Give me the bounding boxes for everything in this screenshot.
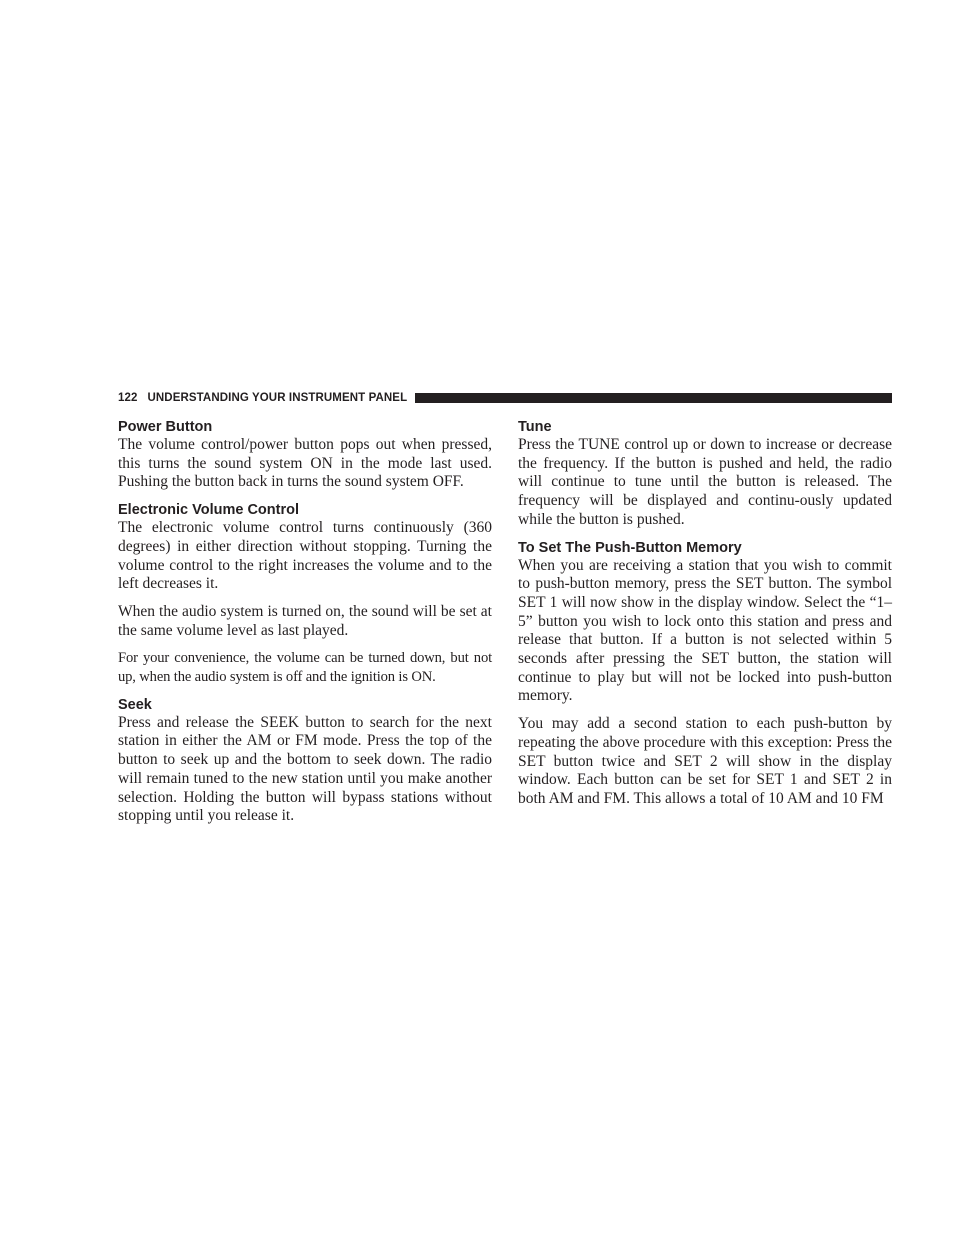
heading-seek: Seek: [118, 696, 152, 713]
section-seek: [118, 696, 492, 826]
heading-push-button-memory: To Set The Push-Button Memory: [518, 539, 742, 556]
page-header: [118, 390, 892, 406]
section-tune: [518, 418, 892, 530]
paragraph-memory-1: When you are receiving a station that you wish to commit to push-button memory, press the SET button. The symbol SET 1 will now show in the display window. Select the “1–5” button you wish to lock onto this station and press and release that button. If a button is not selected within 5 seconds after pressing the SET button, the station will continue to play but will not be locked into push-button memory.: [518, 556, 892, 705]
paragraph-tune: Press the TUNE control up or down to increase or decrease the frequency. If the button is pushed and held, the radio will continue to tune until the button is released. The frequency will be displayed and continu-ously updated while the button is pushed.: [518, 436, 892, 528]
running-title: UNDERSTANDING YOUR INSTRUMENT PANEL: [147, 392, 408, 404]
page-number: 122: [118, 392, 138, 404]
left-column: [118, 418, 492, 835]
section-push-button-memory: [518, 539, 892, 809]
heading-electronic-volume: Electronic Volume Control: [118, 502, 300, 519]
section-electronic-volume: [118, 501, 492, 687]
heading-tune: Tune: [518, 419, 552, 435]
heading-power-button: Power Button: [118, 419, 213, 435]
paragraph-volume-2: When the audio system is turned on, the sound will be set at the same volume level as last played.: [118, 602, 492, 639]
right-column: [518, 418, 892, 818]
paragraph-seek: Press and release the SEEK button to search for the next station in either the AM or FM mode. Press the top of the button to seek up and the bottom to seek down. The radio will remain tuned to the new station until you make another selection. Holding the button will bypass stations without stopping until you release it.: [118, 713, 492, 825]
header-rule: [415, 393, 892, 403]
paragraph-volume-3: For your convenience, the volume can be turned down, but not up, when the audio system is off and the ignition is ON.: [118, 650, 492, 686]
paragraph-power-button: The volume control/power button pops out when pressed, this turns the sound system ON in the mode last used. Pushing the button back in turns the sound system OFF.: [118, 436, 492, 491]
paragraph-memory-2: You may add a second station to each push-button by repeating the above procedure with this exception: Press the SET button twice and SET 2 will show in the display window. Each button can be set for SET 1 and SET 2 in both AM and FM. This allows a total of 10 AM and 10 FM: [518, 715, 892, 807]
section-power-button: [118, 418, 492, 492]
paragraph-volume-1: The electronic volume control turns continuously (360 degrees) in either direction without stopping. Turning the volume control to the right increases the volume and to the left decreases it.: [118, 519, 492, 593]
